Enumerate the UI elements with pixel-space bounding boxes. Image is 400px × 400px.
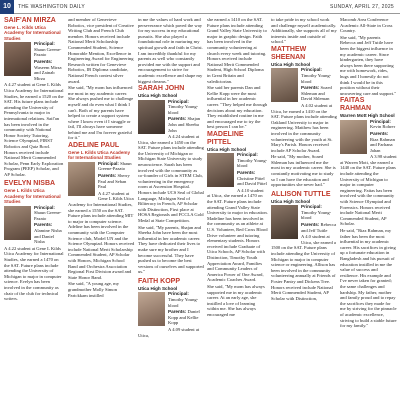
student-profile-rahman [340, 97, 397, 328]
principal-line: Principal: Kevin Rohrer [370, 118, 396, 130]
profile-body: A 4.0 student at Utica, she earned a 1500 on the SAT. Future plans include attending the University of Michigan to major in computer science or engineering. Allison has been involved in the community volunteering annually at Friends of Foster Pantry and Dickens Tree. Honors received include National Merit Commended Student, AP Scholar with Distinction, [271, 234, 336, 301]
student-photo [207, 153, 234, 187]
publication-name: THE WASHINGTON DAILY [18, 3, 86, 10]
student-quote: He said, "My mother, Soaed Shleman has influenced me the most in my academic career. She is constantly motivating me to study so I can have the education and opportunities she never had." [271, 154, 336, 188]
column-6 [340, 17, 397, 398]
student-name: SARAH JOHN [138, 85, 185, 93]
student-name: ALLISON TUTTLE [271, 190, 331, 198]
student-photo [271, 205, 298, 239]
school-name: Utica High School [138, 93, 178, 99]
student-quote: She said, "My parents, Shajan and Sheeba John have been the most influential in her academic career. They have dedicated their lives to make sure my brother and I become successful. They have pushed us to become the best versions of ourselves and supported us." [138, 224, 204, 275]
student-quote: She said, "A young age, my grandmother Molly Simon Parickkam instilled [68, 281, 119, 298]
student-name: EVELYN NISBA [4, 180, 56, 188]
student-profile-john [138, 85, 204, 275]
column-4 [207, 17, 268, 398]
parents-line: Parents: Riaz Rahman and Farhana Jahan [370, 130, 395, 153]
profile-body: A 4.27 student at Gene L Kilds Utica Academy for International Studies, he earned a 1520 on the SAT. His future plans include attending the University of Pennsylvania to major in international relations. Saif'an has been involved in the community with National Honor Society Tutoring, Science Olympiad, FIRST Robotics and Quiz Bowl. Honors received include National Merit Commended Scholar, Penn Early Exploration Program (PEEP) Scholar, and AP Scholar. [4, 82, 64, 177]
parents-line: Parents: Rebecca and Jeff Tuttle [301, 222, 337, 233]
profile-body: A 4.27 student at Gene L Kilds Utica Academy for International Studies, she earned a 1550 on the SAT. Future plans include attending MIT to major in computer science. Adeline has been involved in the community with the Computer Science club, Model UN and the Science Olympiad. Honors received include National Merit Scholarship Commended Student, AP Scholar with Honors, Michigan School Band and Orchestra Association Regional First Division award and State Honor Band. [68, 190, 135, 280]
continued-text: to take pride in my school work and challenge myself academically. Additionally, she supports all of my interests inside and outside of school." [271, 17, 337, 45]
student-profile-kopp [138, 278, 204, 338]
school-name: Gene L. Kilds Utica Academy for International Studies [4, 25, 61, 41]
column-1 [4, 17, 64, 398]
continued-text: she earned a 1410 on the SAT. Future plans include attending Grand Valley State University to major in graphic design. Faith has been involved in the community volunteering at church every week and tutoring. Honors received include National Merit Commended Student, High School Diploma in Great Britain and valedictorian. [207, 17, 267, 84]
school-name: Utica High School [271, 61, 311, 67]
continued-text: in me the values of hard work and perseverance which paved the way for my success in my educational pursuits. She also played a foundational role in nurturing my spiritual growth and faith in Christ. I am incredibly thankful for my parents as well who constantly provided me with the support and encouragement to strive for academic excellence and shape my biggest dreams." [138, 17, 203, 84]
parents-line: Parents: Soaed Shleman and David Shleman [301, 85, 332, 102]
column-3 [138, 17, 204, 398]
student-profile-paul [68, 142, 135, 298]
school-name: Utica High School [207, 146, 247, 152]
profile-body: A 4.22 student at Gene L Kilds Utica Academy for International Studies, she earned a 1470 on the SAT. Future plans include attending the University of Michigan to major in computer science. Evelyn has been involved in the community as chair of the club for technical writers. [4, 245, 64, 302]
student-quote: She said her parents Dan and Kellie Kopp were the most influential in her academic career. "They helped me through decisions about my education. They established routine in me and encouraged me to try the best person I can be." [207, 85, 268, 130]
student-name: FAITH KOPP [138, 277, 181, 285]
principal-line: Principal: Shaun Greene-Pazato [34, 204, 62, 221]
profile-body: A 4.02 student at Utica, he earned a 1410 on the SAT. Future plans include attending Oakland University to major in engineering. Matthew has been involved in the community volunteering with the youth at St. Mary's Parish. Honors received include AP Scholar Award. [271, 102, 337, 153]
parents-line: Parents: Christine Pittel and David Pittel [237, 170, 267, 187]
profile-body: A 4.24 student at Utica, she earned a 1450 on the SAT. Future plans include attending the University of Michigan or Michigan State University to study neuroscience. Sarah has been involved with the community as co-founder of Girls in STEM Club, volunteering in the emergency room at Ascension Hospital. Honors include UCS Seal of Global Language, Michigan Seal of Biliteracy in French, AP Scholar with Distinction, First place at HOSA Regionals and FCCLA Gold Medal at State Competition. [138, 134, 204, 223]
principal-line: Principal: Shaun Greene-Pazato [98, 160, 132, 172]
school-name: Warren Mott High School [340, 113, 395, 119]
principal-line: Principal: Timothy Young-blood [301, 204, 332, 221]
student-profile-nisba [4, 180, 64, 301]
school-name: Gene L Kilds Utica Academy for International Studies [68, 150, 131, 161]
student-photo [4, 206, 31, 240]
page-number: 10 [0, 0, 14, 14]
student-quote: She said, "My parents Rebecca and Jeff Tuttle have been the biggest influence in my academic career. Since kindergarten, they have always been there supporting me with homework, rides, hugs and I honestly do not think I would be in this position without their unwavering care and support." [340, 34, 397, 96]
page-header [0, 0, 400, 14]
student-quote: She said, "My mom has influenced me most in my academic career. She always pushed me to challenge myself and do even what I think I can't. Both of my parents have helped to create a support system where I know even if I struggle or fail, I'll always have someone behind me and I'm forever grateful for it." [68, 85, 134, 141]
student-name: MADELINE PITTEL [207, 130, 244, 146]
principal-line: Principal: Timothy Young-blood [301, 67, 332, 84]
profile-body: A 4.09 student at Utica, [138, 326, 200, 338]
principal-line: Principal: Timothy Young-blood [237, 152, 268, 169]
principal-line: Principal: Shaun Greene-Pazato [34, 41, 62, 58]
principal-line: Principal: Timothy Young-blood [168, 98, 199, 115]
student-profile-sheenan [271, 46, 337, 188]
profile-body: A 4.10 student at Utica, she earned a 1470 on the SAT. Future plans include attending Grand Valley State University to major in education. Madeline has been involved in the community as an athlete at U.S. Volunteer, Red Cross Blood Drive volunteer and tutoring elementary students. Honors received include Graduate of Utica Schools, AP Scholar with Distinction, Timothy Youth Appreciation Award, Families and Community Leaders of America Power of One Award, Academic Coaches Award. [207, 187, 268, 283]
parents-line: Parents: Sherry Paul and Seban Paul [98, 173, 130, 190]
student-profile-mirza [4, 17, 64, 177]
school-name: Utica High School [271, 198, 311, 204]
student-photo [4, 42, 31, 76]
column-2 [68, 17, 135, 398]
school-name: Utica High School [138, 285, 178, 291]
student-name: ADELINE PAUL [68, 142, 120, 150]
parents-line: Parents: Waseem Mirza and Zainab Mirza [34, 59, 62, 81]
student-photo [340, 120, 367, 154]
student-photo [68, 162, 95, 196]
continued-text: and member of Genevieve Robotics, vice president of Creative Writing Club and French Club member. Honors received include National Merit Scholarship Commended Student, Science Honorable Mention, Excellence in Engineering Award for Engineering Research written for Genevieve Robotics, IB Diploma candidate, National French contest silver award. [68, 17, 134, 84]
student-profile-pittel [207, 131, 268, 318]
student-profile-tuttle [271, 191, 337, 302]
principal-line: Principal: Timothy Young-blood [168, 291, 199, 308]
student-name: SAIF'AN MIRZA [4, 17, 56, 24]
student-photo [138, 100, 165, 134]
parents-line: Parents: Daniel Kopp and Kellie Kopp [168, 309, 200, 326]
student-photo [138, 292, 165, 326]
parents-line: Parents: Shajan John and Sheeba John [168, 116, 201, 133]
student-quote: He said, "Riaz Rahman, my father has been the most influential in my academic career. His sacrifices in giving up a fortunate education in Bangladesh and his pursuit of education instilled in me the value of success and resilience. His example and I've never taken for granted; the same challenges and hardship. My father, mother and family proud and to repay the sacrifices they made for me by striving for the pinnacle of academic excellence, striving to build a stable future for my family." [340, 228, 397, 329]
student-photo [271, 68, 298, 102]
student-name: FAITAS RAHMAN [340, 97, 372, 113]
continued-text: Macomb Area Conference Academic All-State in Cross Country. [340, 17, 393, 34]
student-quote: She said, "My mom has always supported me in my academic career. At an early age, she instilled a love of learning within me. She has always encouraged me [207, 283, 265, 317]
issue-date: SUNDAY, APRIL 27, 2025 [329, 3, 394, 10]
profile-body: A 3.98 student at Warren Mott, she earned a 1440 on the SAT. Future plans include attending the University of Michigan to major in computer engineering. Faitas has been involved with the community with Science Olympiad and Forensics. Honors received include National Merit Commended Student, AP Scholar. [340, 154, 397, 227]
school-name: Gene L Kilds Utica Academy for International Studies [4, 188, 61, 205]
student-name: MATTHEW SHEENAN [271, 45, 307, 61]
parents-line: Parents: Alamine Nisba and Daniel Nisba [34, 222, 62, 245]
column-5 [271, 17, 337, 398]
